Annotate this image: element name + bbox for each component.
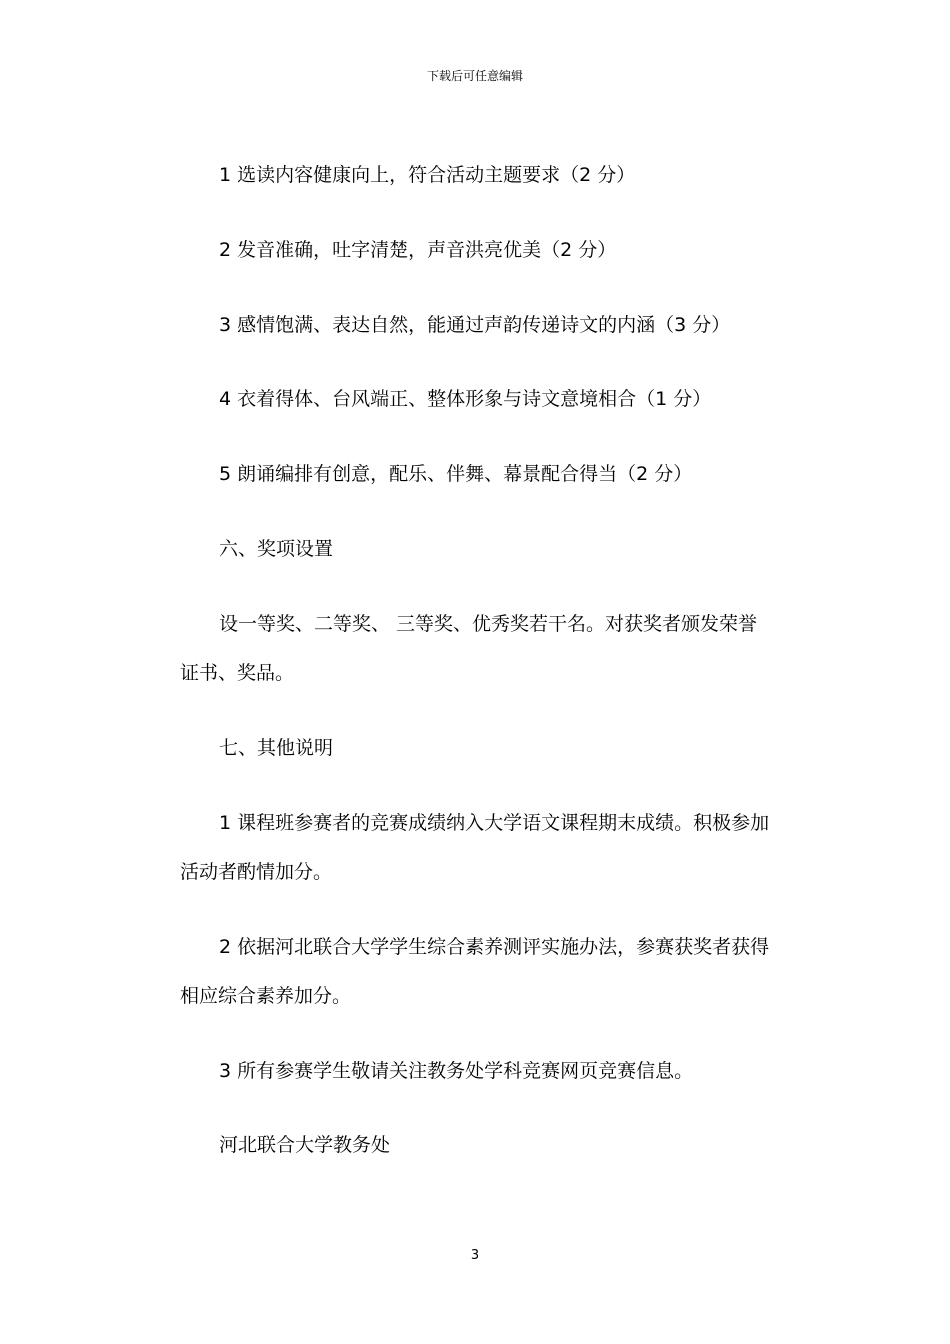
criteria-item-1: 1 选读内容健康向上，符合活动主题要求（2 分） (219, 164, 636, 186)
awards-paragraph-line-1: 设一等奖、二等奖、 三等奖、优秀奖若干名。对获奖者颁发荣誉 (219, 613, 758, 635)
notes-item-2-line-1: 2 依据河北联合大学学生综合素养测评实施办法，参赛获奖者获得 (219, 936, 770, 958)
page-header: 下载后可任意编辑 (426, 69, 523, 83)
criteria-item-2: 2 发音准确，吐字清楚，声音洪亮优美（2 分） (219, 239, 617, 261)
notes-item-2-line-2: 相应综合素养加分。 (180, 985, 352, 1007)
notes-item-1-line-2: 活动者酌情加分。 (180, 861, 333, 883)
section-heading-notes: 七、其他说明 (219, 737, 334, 759)
section-heading-awards: 六、奖项设置 (219, 538, 334, 560)
signature: 河北联合大学教务处 (219, 1134, 391, 1156)
notes-item-3: 3 所有参赛学生敬请关注教务处学科竞赛网页竞赛信息。 (219, 1060, 694, 1082)
page-number: 3 (470, 1248, 480, 1263)
criteria-item-5: 5 朗诵编排有创意，配乐、伴舞、幕景配合得当（2 分） (219, 463, 693, 485)
criteria-item-3: 3 感情饱满、表达自然，能通过声韵传递诗文的内涵（3 分） (219, 314, 731, 336)
notes-item-1-line-1: 1 课程班参赛者的竞赛成绩纳入大学语文课程期末成绩。积极参加 (219, 812, 770, 834)
awards-paragraph-line-2: 证书、奖品。 (180, 662, 295, 684)
criteria-item-4: 4 衣着得体、台风端正、整体形象与诗文意境相合（1 分） (219, 388, 712, 410)
